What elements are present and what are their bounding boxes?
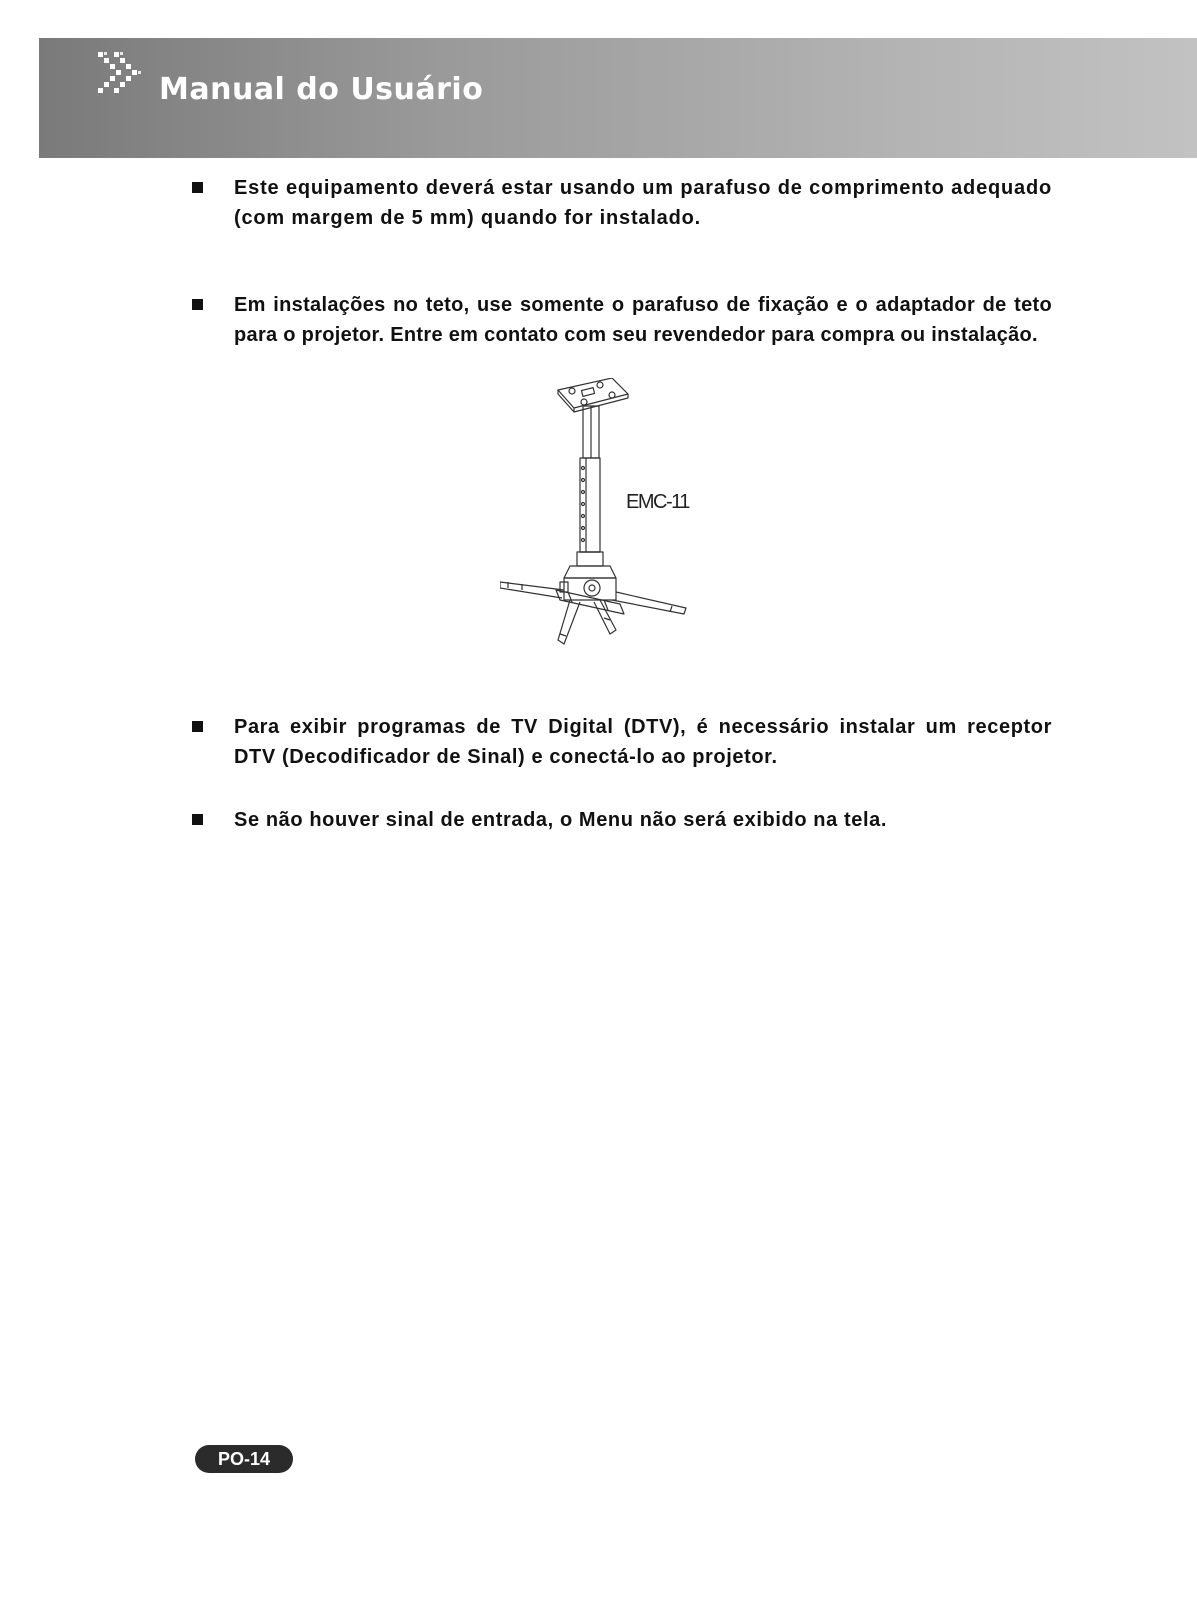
- bullet-text: Se não houver sinal de entrada, o Menu não será exibido na tela.: [234, 809, 888, 831]
- bullet-text: Para exibir programas de TV Digital (DTV), é necessário instalar um receptor DTV (Decodificador de Sinal) e conectá-lo ao projetor.: [234, 716, 1052, 768]
- square-bullet-icon: [192, 814, 203, 825]
- double-chevron-right-icon: [96, 50, 148, 100]
- ceiling-mount-illustration: [500, 378, 720, 660]
- bullet-item: [192, 805, 1052, 835]
- model-label: EMC-11: [626, 491, 689, 513]
- square-bullet-icon: [192, 299, 203, 310]
- page-number-badge: PO-14: [195, 1445, 293, 1473]
- page-title: Manual do Usuário: [159, 72, 484, 107]
- bullet-text: Em instalações no teto, use somente o parafuso de fixação e o adaptador de teto para o projetor. Entre em contato com seu revendedor para compra ou instalação.: [234, 294, 1052, 346]
- bullet-text: Este equipamento deverá estar usando um parafuso de comprimento adequado (com margem de 5 mm) quando for instalado.: [234, 177, 1052, 229]
- bullet-item: [192, 712, 1052, 772]
- square-bullet-icon: [192, 182, 203, 193]
- bullet-item: [192, 173, 1052, 233]
- bullet-item: [192, 290, 1052, 350]
- square-bullet-icon: [192, 721, 203, 732]
